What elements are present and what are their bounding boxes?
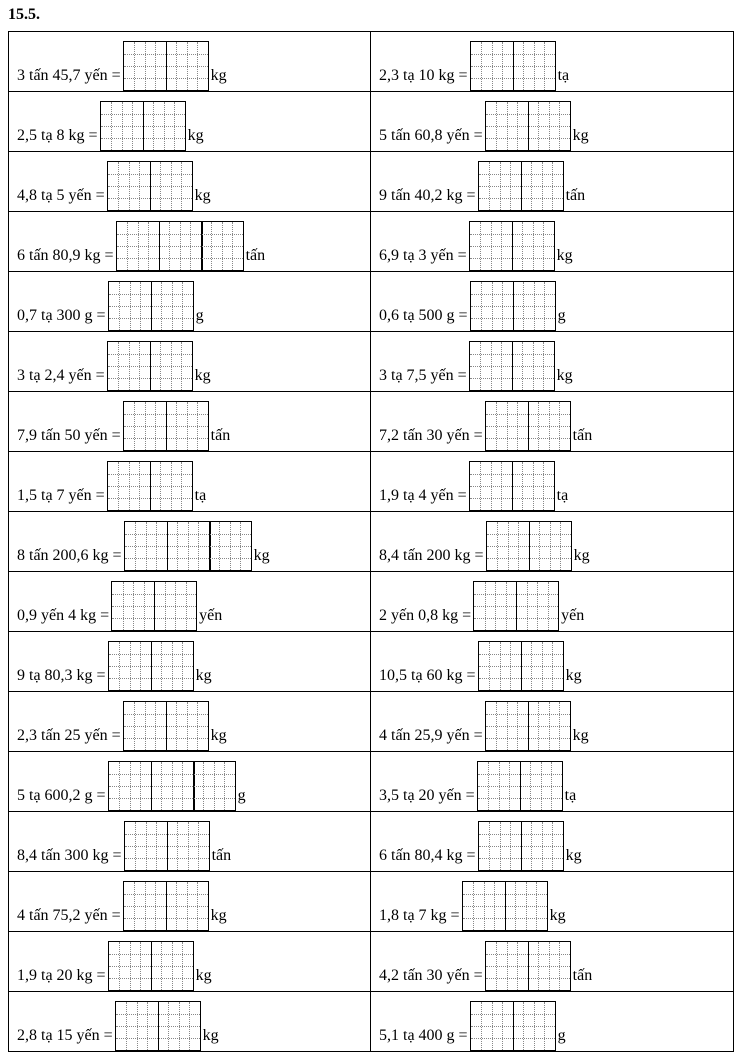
answer-box[interactable] <box>469 461 555 511</box>
unit-label: kg <box>565 847 582 864</box>
unit-label: kg <box>194 187 211 204</box>
exercise-row <box>9 272 734 332</box>
conversion-expression: 4,2 tấn 30 yến = <box>379 967 483 984</box>
conversion-expression: 2 yến 0,8 kg = <box>379 607 472 624</box>
unit-label: tấn <box>565 187 586 204</box>
conversion-expression: 9 tấn 40,2 kg = <box>379 187 476 204</box>
exercise-title: 15.5. <box>8 6 40 23</box>
unit-label: yến <box>199 607 223 624</box>
exercise-row <box>9 32 734 92</box>
conversion-expression: 4 tấn 25,9 yến = <box>379 727 483 744</box>
answer-box[interactable] <box>107 461 193 511</box>
conversion-expression: 1,5 tạ 7 yến = <box>17 487 105 504</box>
unit-label: kg <box>572 127 589 144</box>
unit-label: tấn <box>210 427 231 444</box>
unit-label: kg <box>210 67 227 84</box>
conversion-expression: 7,2 tấn 30 yến = <box>379 427 483 444</box>
conversion-expression: 9 tạ 80,3 kg = <box>17 667 106 684</box>
conversion-expression: 2,5 tạ 8 kg = <box>17 127 98 144</box>
conversion-expression: 2,3 tấn 25 yến = <box>17 727 121 744</box>
answer-box[interactable] <box>469 221 555 271</box>
conversion-expression: 4,8 tạ 5 yến = <box>17 187 105 204</box>
exercise-item <box>9 332 371 392</box>
conversion-expression: 2,3 tạ 10 kg = <box>379 67 468 84</box>
unit-label: kg <box>194 367 211 384</box>
exercise-item <box>371 812 734 872</box>
answer-box[interactable] <box>485 101 571 151</box>
unit-label: g <box>557 307 566 324</box>
unit-label: g <box>237 787 246 804</box>
exercise-item <box>9 512 371 572</box>
unit-label: tấn <box>572 427 593 444</box>
exercise-row <box>9 212 734 272</box>
answer-box[interactable] <box>478 821 564 871</box>
conversion-expression: 10,5 tạ 60 kg = <box>379 667 476 684</box>
unit-label: kg <box>556 367 573 384</box>
exercise-item <box>371 452 734 512</box>
answer-box[interactable] <box>470 41 556 91</box>
answer-box[interactable] <box>485 941 571 991</box>
exercise-item <box>371 512 734 572</box>
exercise-item <box>371 752 734 812</box>
exercise-row <box>9 752 734 812</box>
conversion-expression: 0,6 tạ 500 g = <box>379 307 468 324</box>
exercise-item <box>371 92 734 152</box>
exercise-row <box>9 632 734 692</box>
exercise-item <box>371 872 734 932</box>
unit-label: kg <box>572 727 589 744</box>
answer-box[interactable] <box>100 101 186 151</box>
answer-box[interactable] <box>124 521 252 571</box>
exercise-item <box>371 152 734 212</box>
unit-label: kg <box>202 1027 219 1044</box>
unit-label: kg <box>187 127 204 144</box>
exercise-row <box>9 452 734 512</box>
answer-box[interactable] <box>123 41 209 91</box>
answer-box[interactable] <box>469 341 555 391</box>
unit-label: g <box>557 1027 566 1044</box>
conversion-expression: 3 tấn 45,7 yến = <box>17 67 121 84</box>
unit-label: tạ <box>556 487 569 504</box>
exercise-item <box>9 92 371 152</box>
conversion-expression: 6 tấn 80,4 kg = <box>379 847 476 864</box>
exercise-row <box>9 332 734 392</box>
conversion-expression: 8 tấn 200,6 kg = <box>17 547 122 564</box>
unit-label: kg <box>253 547 270 564</box>
unit-label: kg <box>549 907 566 924</box>
conversion-expression: 1,9 tạ 20 kg = <box>17 967 106 984</box>
conversion-expression: 1,9 tạ 4 yến = <box>379 487 467 504</box>
exercise-item <box>9 572 371 632</box>
exercise-item <box>371 272 734 332</box>
unit-label: tấn <box>572 967 593 984</box>
exercise-item <box>9 632 371 692</box>
conversion-expression: 7,9 tấn 50 yến = <box>17 427 121 444</box>
conversion-expression: 0,7 tạ 300 g = <box>17 307 106 324</box>
exercise-item <box>9 752 371 812</box>
exercise-item <box>9 692 371 752</box>
exercise-item <box>371 692 734 752</box>
unit-label: tạ <box>557 67 570 84</box>
answer-box[interactable] <box>485 401 571 451</box>
answer-box[interactable] <box>478 161 564 211</box>
conversion-expression: 5 tạ 600,2 g = <box>17 787 106 804</box>
unit-label: tấn <box>211 847 232 864</box>
unit-label: kg <box>210 727 227 744</box>
answer-box[interactable] <box>486 521 572 571</box>
conversion-expression: 6 tấn 80,9 kg = <box>17 247 114 264</box>
exercise-item <box>9 452 371 512</box>
unit-label: kg <box>195 967 212 984</box>
exercise-row <box>9 92 734 152</box>
answer-box[interactable] <box>123 401 209 451</box>
unit-label: kg <box>565 667 582 684</box>
exercise-item <box>371 212 734 272</box>
exercise-item <box>9 32 371 92</box>
answer-box[interactable] <box>108 941 194 991</box>
answer-box[interactable] <box>470 1001 556 1051</box>
answer-box[interactable] <box>107 161 193 211</box>
conversion-expression: 2,8 tạ 15 yến = <box>17 1027 113 1044</box>
answer-box[interactable] <box>473 581 559 631</box>
answer-box[interactable] <box>477 761 563 811</box>
exercise-item <box>9 392 371 452</box>
answer-box[interactable] <box>116 221 244 271</box>
answer-box[interactable] <box>108 281 194 331</box>
exercise-row <box>9 152 734 212</box>
unit-label: kg <box>556 247 573 264</box>
exercise-row <box>9 692 734 752</box>
unit-label: tạ <box>564 787 577 804</box>
unit-label: yến <box>561 607 585 624</box>
exercise-item <box>371 632 734 692</box>
exercise-item <box>9 932 371 992</box>
exercise-row <box>9 872 734 932</box>
unit-label: g <box>195 307 204 324</box>
conversion-expression: 5 tấn 60,8 yến = <box>379 127 483 144</box>
unit-label: kg <box>573 547 590 564</box>
exercise-item <box>9 212 371 272</box>
exercise-item <box>371 332 734 392</box>
answer-box[interactable] <box>123 881 209 931</box>
exercise-item <box>371 32 734 92</box>
unit-label: tấn <box>245 247 266 264</box>
conversion-expression: 1,8 tạ 7 kg = <box>379 907 460 924</box>
answer-box[interactable] <box>115 1001 201 1051</box>
answer-box[interactable] <box>478 641 564 691</box>
answer-box[interactable] <box>108 641 194 691</box>
exercise-item <box>9 812 371 872</box>
exercise-row <box>9 812 734 872</box>
answer-box[interactable] <box>485 701 571 751</box>
exercise-item <box>9 152 371 212</box>
answer-box[interactable] <box>124 821 210 871</box>
unit-label: tạ <box>194 487 207 504</box>
unit-label: kg <box>195 667 212 684</box>
exercise-item <box>9 272 371 332</box>
exercise-row <box>9 932 734 992</box>
exercise-item <box>371 932 734 992</box>
exercise-row <box>9 992 734 1052</box>
conversion-expression: 6,9 tạ 3 yến = <box>379 247 467 264</box>
conversion-expression: 5,1 tạ 400 g = <box>379 1027 468 1044</box>
answer-box[interactable] <box>107 341 193 391</box>
exercise-item <box>9 872 371 932</box>
exercise-item <box>9 992 371 1052</box>
conversion-expression: 0,9 yến 4 kg = <box>17 607 110 624</box>
conversion-expression: 4 tấn 75,2 yến = <box>17 907 121 924</box>
conversion-expression: 8,4 tấn 300 kg = <box>17 847 122 864</box>
answer-box[interactable] <box>470 281 556 331</box>
exercise-table <box>8 31 734 1052</box>
exercise-row <box>9 512 734 572</box>
exercise-item <box>371 992 734 1052</box>
answer-box[interactable] <box>462 881 548 931</box>
conversion-expression: 8,4 tấn 200 kg = <box>379 547 484 564</box>
conversion-expression: 3,5 tạ 20 yến = <box>379 787 475 804</box>
exercise-item <box>371 392 734 452</box>
unit-label: kg <box>210 907 227 924</box>
answer-box[interactable] <box>108 761 236 811</box>
conversion-expression: 3 tạ 7,5 yến = <box>379 367 467 384</box>
exercise-row <box>9 572 734 632</box>
answer-box[interactable] <box>111 581 197 631</box>
answer-box[interactable] <box>123 701 209 751</box>
exercise-item <box>371 572 734 632</box>
conversion-expression: 3 tạ 2,4 yến = <box>17 367 105 384</box>
exercise-row <box>9 392 734 452</box>
